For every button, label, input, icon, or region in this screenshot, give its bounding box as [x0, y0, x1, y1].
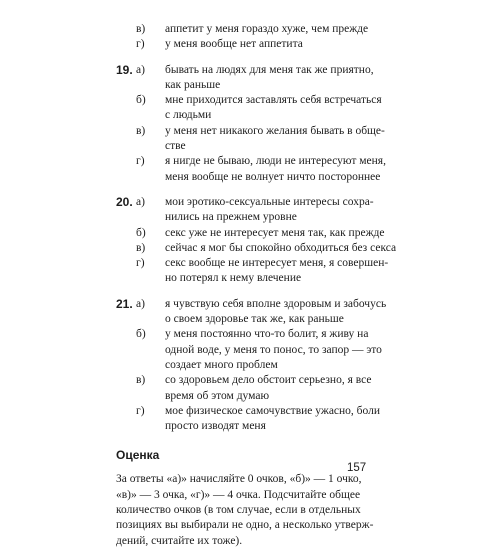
option-text-line: сейчас я мог бы спокойно обходиться без секса: [165, 241, 397, 254]
scoring-paragraph: [116, 472, 416, 548]
question-number: 19.: [116, 62, 133, 77]
question-number: 20.: [116, 194, 133, 209]
option-text-line: мои эротико-сексуальные интересы сохра-: [165, 195, 374, 208]
option-text: [165, 256, 416, 287]
option-text-line: о своем здоровье так же, как раньше: [165, 313, 344, 326]
answer-options: [116, 63, 416, 185]
option-text-line: нились на прежнем уровне: [165, 211, 297, 224]
answer-option: [116, 241, 416, 256]
scoring-line: «в)» — 3 очка, «г)» — 4 очка. Подсчитайте общее: [116, 488, 361, 501]
option-text: [165, 404, 416, 435]
option-text-line: бывать на людях для меня так же приятно,: [165, 63, 374, 76]
option-text-line: просто изводят меня: [165, 420, 266, 433]
option-text: [165, 124, 416, 155]
option-text: [165, 37, 416, 52]
option-letter: в): [136, 124, 146, 137]
option-text: [165, 154, 416, 185]
option-text-line: как раньше: [165, 78, 221, 91]
answer-option: [116, 256, 416, 287]
option-letter: г): [136, 155, 145, 168]
answer-option: [116, 195, 416, 226]
answer-option: [116, 93, 416, 124]
option-text-line: но потерял к нему влечение: [165, 272, 302, 285]
question-number: [116, 37, 136, 52]
option-text-line: мое физическое самочувствие ужасно, боли: [165, 404, 381, 417]
option-text: [165, 195, 416, 226]
scoring-line: позициях вы выбирали не одно, а несколько утверж-: [116, 519, 374, 532]
option-text: [165, 373, 416, 404]
option-text-line: стве: [165, 140, 186, 153]
answer-option: [116, 373, 416, 404]
option-letter: в): [136, 374, 146, 387]
question-block: [116, 297, 416, 435]
question-number: [116, 327, 136, 373]
option-text-line: создает много проблем: [165, 358, 278, 371]
answer-option: [116, 22, 416, 37]
page-number: 157: [347, 462, 367, 474]
book-page: [116, 22, 416, 549]
option-letter: г): [136, 404, 145, 417]
answer-options: [116, 22, 416, 53]
option-letter: а): [136, 195, 145, 208]
question-number: [116, 404, 136, 435]
option-text-line: меня вообще не волнует ничто постороннее: [165, 170, 381, 183]
question-number: [116, 154, 136, 185]
scoring-line: За ответы «а)» начисляйте 0 очков, «б)» — 1 очко,: [116, 473, 362, 486]
answer-options: [116, 297, 416, 435]
option-text-line: секс вообще не интересует меня, я совершен-: [165, 257, 389, 270]
option-letter: в): [136, 241, 146, 254]
question-number: [116, 241, 136, 256]
option-text-line: одной воде, у меня то понос, то запор — это: [165, 343, 382, 356]
option-text-line: секс уже не интересует меня так, как прежде: [165, 226, 385, 239]
option-text: [165, 93, 416, 124]
question-number: [116, 124, 136, 155]
question-block: [116, 22, 416, 53]
question-number: [116, 93, 136, 124]
answer-options: [116, 195, 416, 287]
option-letter: а): [136, 63, 145, 76]
option-text: [165, 22, 416, 37]
option-text-line: у меня постоянно что-то болит, я живу на: [165, 328, 369, 341]
option-letter: б): [136, 94, 146, 107]
question-number: [116, 256, 136, 287]
answer-option: [116, 37, 416, 52]
question-block: [116, 63, 416, 185]
option-text-line: я чувствую себя вполне здоровым и забочусь: [165, 297, 387, 310]
answer-option: [116, 404, 416, 435]
option-letter: б): [136, 226, 146, 239]
answer-option: [116, 327, 416, 373]
option-text-line: мне приходится заставлять себя встречаться: [165, 94, 382, 107]
question-number: [116, 22, 136, 37]
option-text-line: время об этом думаю: [165, 389, 270, 402]
scoring-line: дений, считайте их тоже).: [116, 534, 243, 547]
answer-option: [116, 154, 416, 185]
question-number: 21.: [116, 296, 133, 311]
answer-option: [116, 124, 416, 155]
option-text: [165, 63, 416, 94]
answer-option: [116, 297, 416, 328]
answer-option: [116, 226, 416, 241]
option-letter: в): [136, 23, 146, 35]
option-text-line: у меня вообще нет аппетита: [165, 38, 303, 51]
question-number: [116, 373, 136, 404]
option-letter: г): [136, 38, 145, 51]
option-text-line: со здоровьем дело обстоит серьезно, я все: [165, 374, 372, 387]
option-letter: а): [136, 297, 145, 310]
scoring-line: количество очков (в том случае, если в отдельных: [116, 504, 361, 517]
answer-option: [116, 63, 416, 94]
option-letter: г): [136, 257, 145, 270]
question-block: [116, 195, 416, 287]
option-text: [165, 297, 416, 328]
option-text-line: я нигде не бываю, люди не интересуют меня,: [165, 155, 386, 168]
option-text: [165, 226, 416, 241]
option-text: [165, 241, 416, 256]
option-letter: б): [136, 328, 146, 341]
scoring-heading: Оценка: [116, 448, 160, 463]
question-number: [116, 226, 136, 241]
questionnaire: [116, 22, 416, 434]
option-text: [165, 327, 416, 373]
option-text-line: с людьми: [165, 109, 212, 122]
option-text-line: у меня нет никакого желания бывать в обще-: [165, 124, 385, 137]
option-text-line: аппетит у меня гораздо хуже, чем прежде: [165, 23, 369, 35]
